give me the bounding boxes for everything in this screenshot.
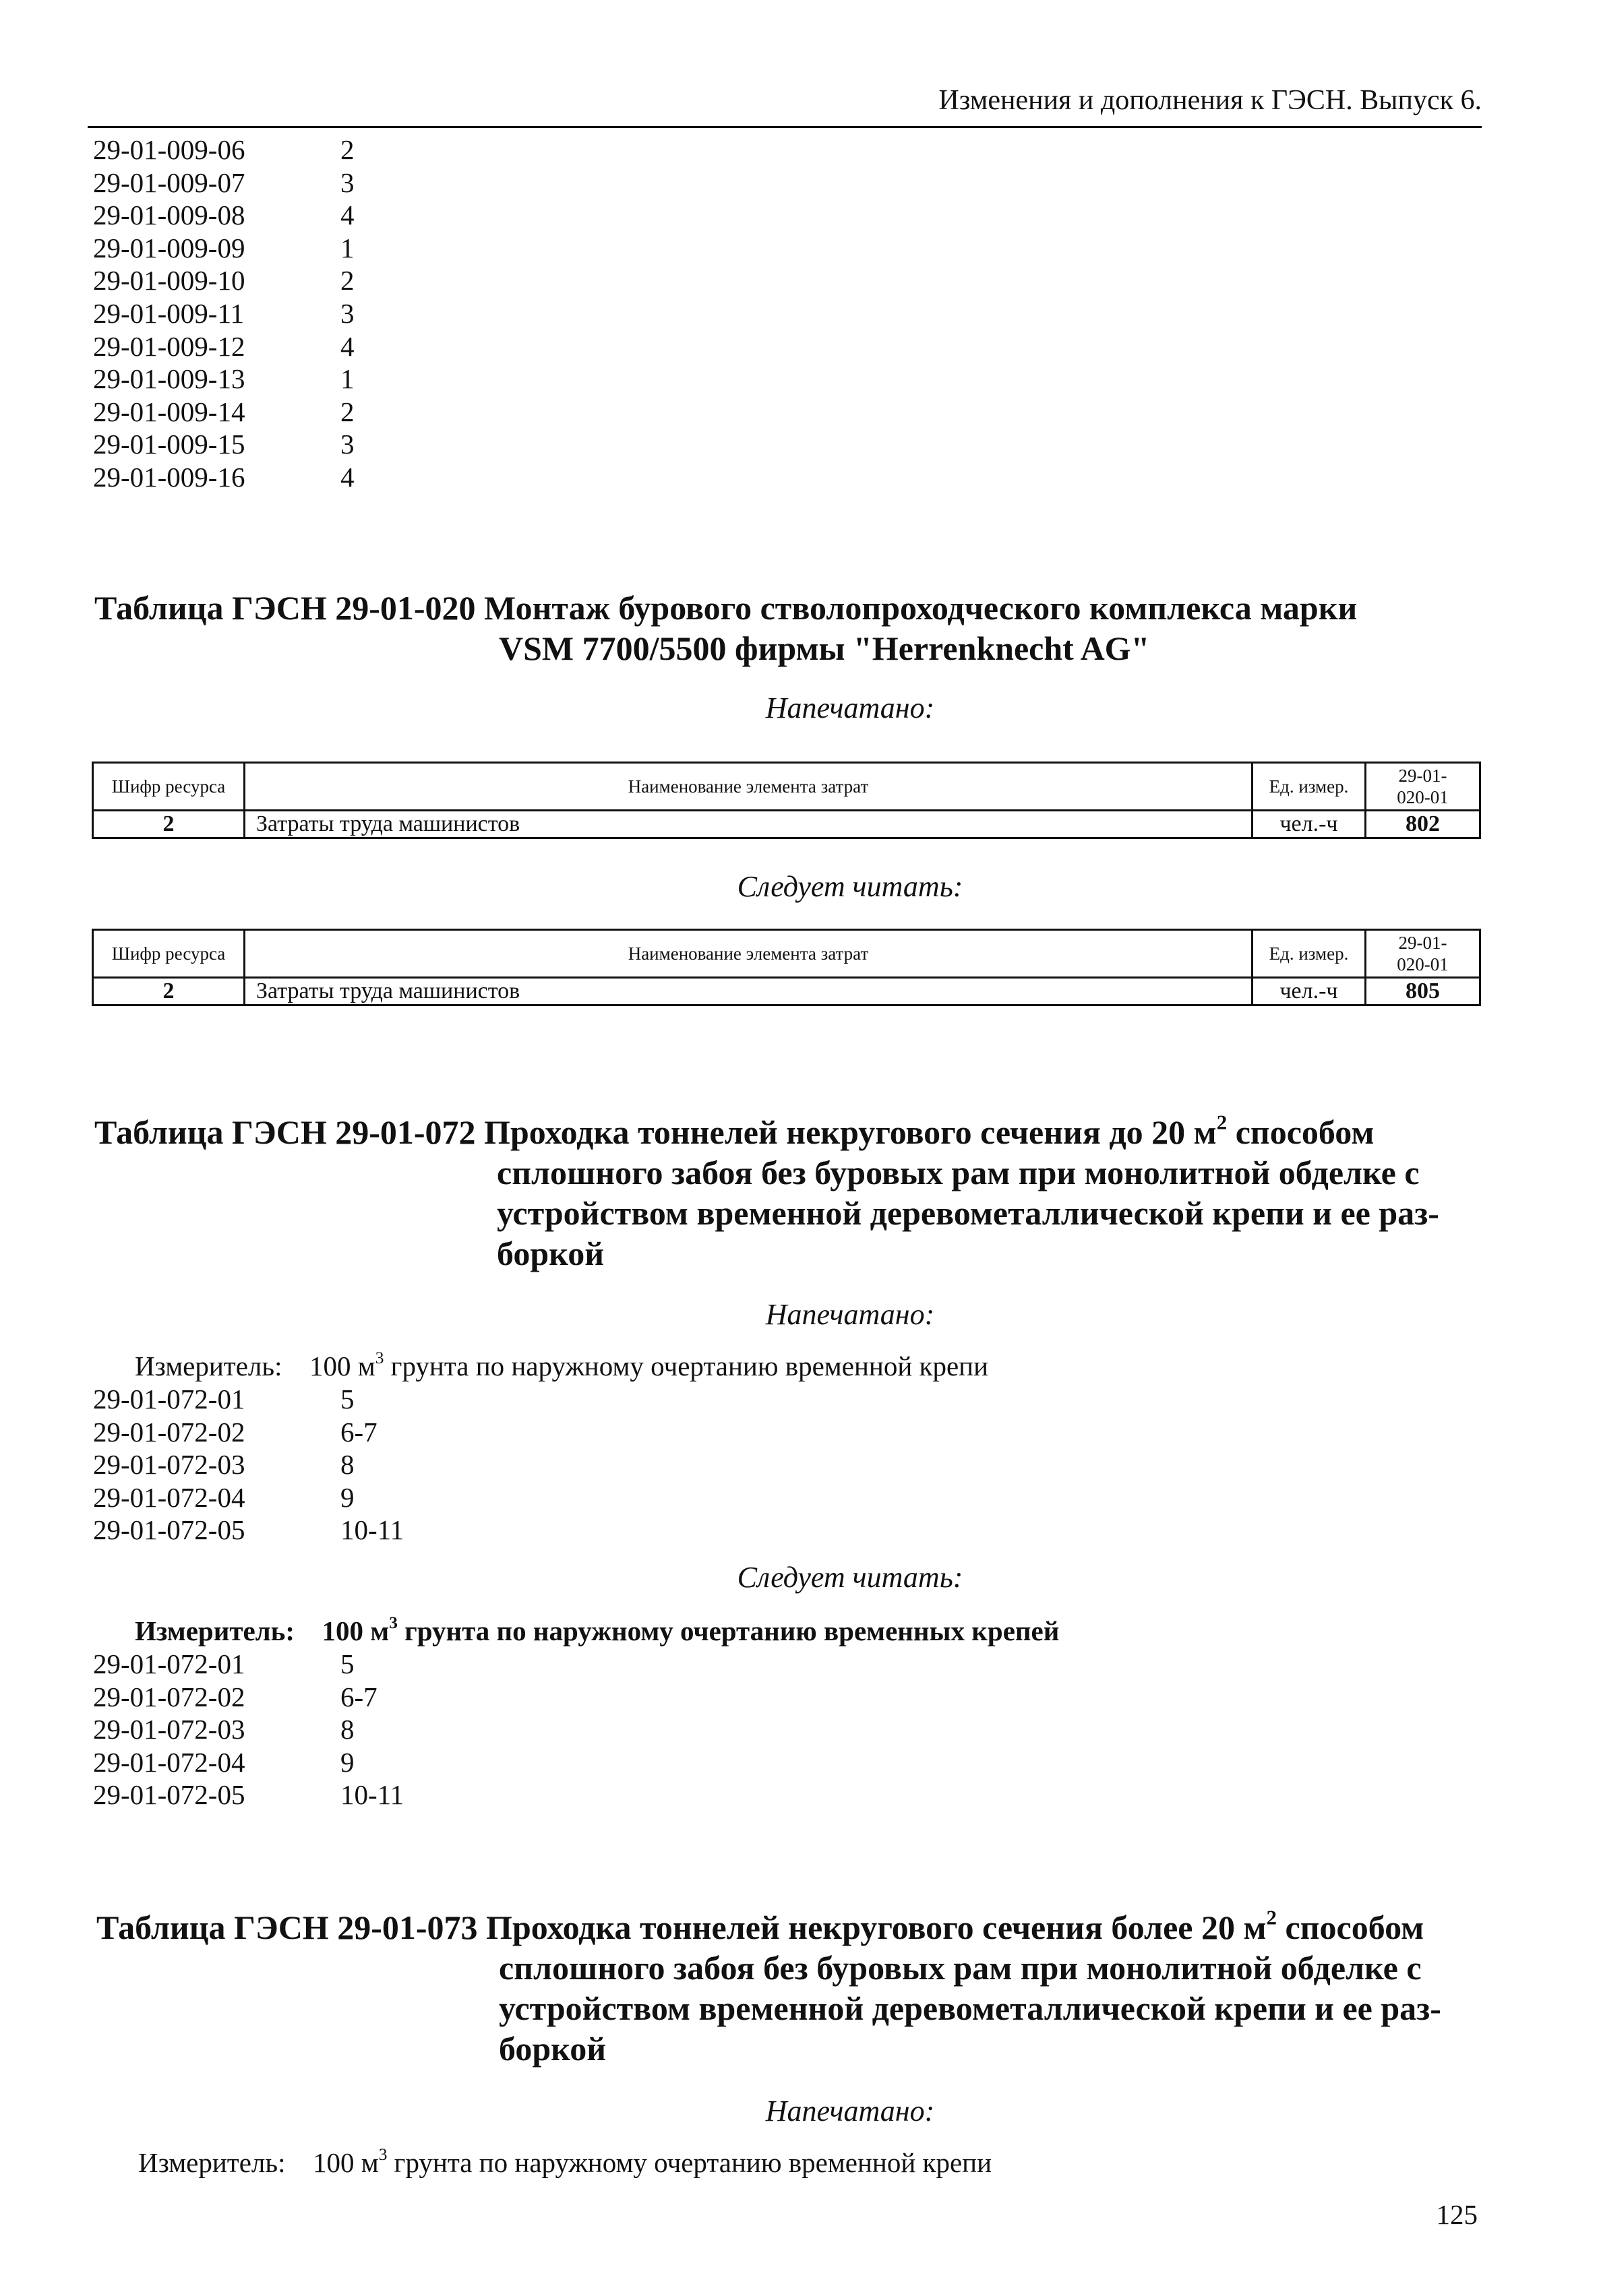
cell-unit: чел.-ч [1253, 811, 1366, 838]
list-item: 29-01-072-01 5 [93, 1648, 355, 1679]
section3-title [96, 1907, 1499, 2069]
header-resource-code: Шифр ресурса [93, 930, 245, 978]
list-item: 29-01-009-07 3 [93, 166, 355, 198]
section3-printed-label: Напечатано: [765, 2095, 935, 2128]
page-header-title: Изменения и дополнения к ГЭСН. Выпуск 6. [938, 85, 1482, 116]
list-item: 29-01-009-14 2 [93, 396, 355, 427]
table-row [93, 978, 1480, 1005]
section2-title-line4: боркой [497, 1235, 605, 1272]
list-item: 29-01-072-04 9 [93, 1481, 355, 1513]
section2-title [94, 1112, 1497, 1274]
cell-unit: чел.-ч [1253, 978, 1366, 1005]
list-item: 29-01-009-08 4 [93, 199, 355, 231]
table-header-row [93, 763, 1480, 811]
list-item: 29-01-009-16 4 [93, 461, 355, 493]
top-code-list [93, 133, 430, 494]
section1-should-label: Следует читать: [737, 870, 963, 903]
page-number: 125 [1436, 2199, 1478, 2230]
header-rate-code: 29-01- 020-01 [1366, 930, 1480, 978]
section1-correct-table [92, 929, 1481, 1006]
list-item: 29-01-072-05 10-11 [93, 1779, 404, 1811]
list-item: 29-01-009-13 1 [93, 363, 355, 395]
section2-title-line1: Таблица ГЭСН 29-01-072 Проходка тоннелей некругового сечения до 20 $м^2$ способом [94, 1110, 1375, 1151]
section3-title-line1: Таблица ГЭСН 29-01-073 Проходка тоннелей некругового сечения более 20 $м^2$ способом [96, 1905, 1424, 1946]
list-item: 29-01-009-12 4 [93, 330, 355, 362]
list-item: 29-01-072-05 10-11 [93, 1514, 404, 1546]
section3-title-line3: устройством временной деревометаллической крепи и ее раз- [499, 1989, 1441, 2027]
section2-printed-measure: Измеритель: 100 $м^3$ грунта по наружному очертанию временной крепи [135, 1348, 989, 1382]
section3-title-line4: боркой [499, 2030, 607, 2068]
header-element-name: Наименование элемента затрат [245, 930, 1253, 978]
section3-printed-measure: Измеритель: 100 $м^3$ грунта по наружному очертанию временной крепи [138, 2145, 992, 2178]
header-unit: Ед. измер. [1253, 763, 1366, 811]
list-item: 29-01-009-06 2 [93, 134, 355, 165]
table-header-row [93, 930, 1480, 978]
section1-printed-table [92, 762, 1481, 839]
section1-title-line2: VSM 7700/5500 фирмы "Herrenknecht AG" [499, 629, 1150, 667]
header-resource-code: Шифр ресурса [93, 763, 245, 811]
section2-printed-codes [93, 1383, 497, 1547]
section2-correct-codes [93, 1648, 497, 1811]
section1-printed-label: Напечатано: [765, 691, 935, 724]
list-item: 29-01-072-04 9 [93, 1746, 355, 1778]
list-item: 29-01-072-03 8 [93, 1449, 355, 1481]
cell-value: 805 [1366, 978, 1480, 1005]
table-row [93, 811, 1480, 838]
cell-name: Затраты труда машинистов [245, 811, 1253, 838]
cell-name: Затраты труда машинистов [245, 978, 1253, 1005]
list-item: 29-01-072-02 6-7 [93, 1416, 378, 1448]
section2-correct-measure: Измеритель: 100 $м^3$ грунта по наружному очертанию временных крепей [135, 1613, 1060, 1646]
header-rate-code: 29-01- 020-01 [1366, 763, 1480, 811]
cell-value: 802 [1366, 811, 1480, 838]
page-header [88, 84, 1482, 128]
section3-title-line2: сплошного забоя без буровых рам при монолитной обделке с [499, 1949, 1422, 1987]
section2-should-label: Следует читать: [737, 1561, 963, 1594]
list-item: 29-01-009-09 1 [93, 232, 355, 263]
list-item: 29-01-009-15 3 [93, 429, 355, 460]
section2-title-line2: сплошного забоя без буровых рам при монолитной обделке с [497, 1154, 1420, 1191]
cell-resource: 2 [93, 978, 245, 1005]
list-item: 29-01-009-10 2 [93, 265, 355, 297]
section1-title [94, 588, 1497, 669]
list-item: 29-01-072-01 5 [93, 1384, 355, 1415]
section1-title-line1: Таблица ГЭСН 29-01-020 Монтаж бурового стволопроходческого комплекса марки [94, 589, 1358, 627]
section2-printed-label: Напечатано: [765, 1298, 935, 1331]
cell-resource: 2 [93, 811, 245, 838]
list-item: 29-01-072-02 6-7 [93, 1681, 378, 1712]
list-item: 29-01-072-03 8 [93, 1714, 355, 1745]
section2-title-line3: устройством временной деревометаллической крепи и ее раз- [497, 1194, 1439, 1232]
header-unit: Ед. измер. [1253, 930, 1366, 978]
list-item: 29-01-009-11 3 [93, 297, 355, 329]
header-element-name: Наименование элемента затрат [245, 763, 1253, 811]
